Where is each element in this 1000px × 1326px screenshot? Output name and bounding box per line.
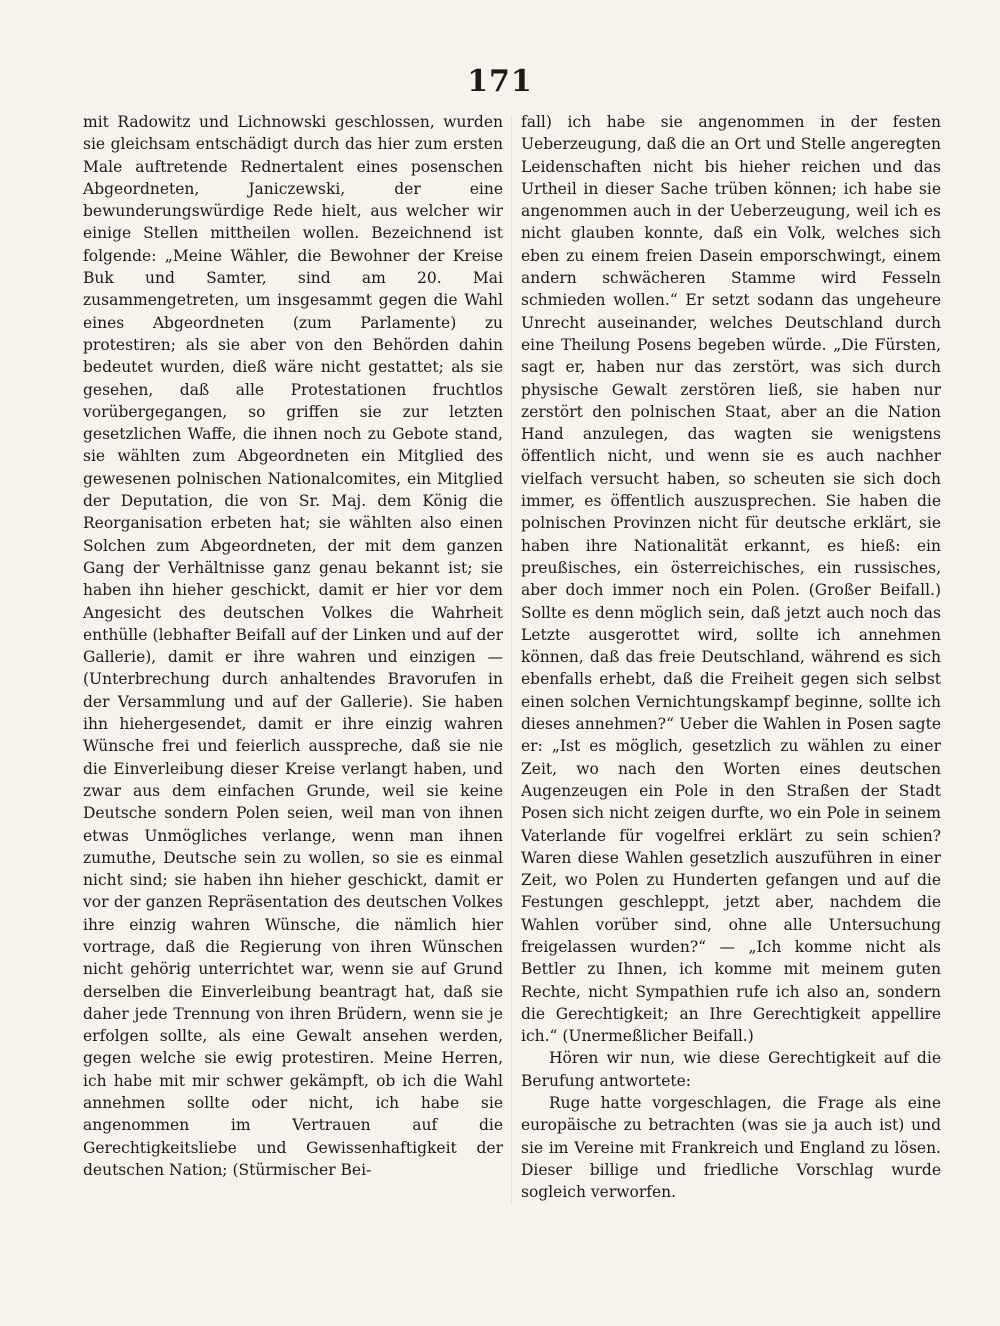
right-column-paragraph: fall) ich habe sie angenommen in der festen Ueberzeugung, daß die an Ort und Stelle angeregten Leidenschaften nicht bis hieher reichen und das Urtheil in dieser Sache trüben können; ich habe sie angenommen auch in der Ueberzeugung, weil ich es nicht glauben konnte, daß ein Volk, welches sich eben zu einem freien Dasein emporschwingt, einem andern schwächeren Stamme wird Fesseln schmieden wollen.“ Er setzt sodann das ungeheure Unrecht auseinander, welches Deutschland durch eine Theilung Posens begeben würde. „Die Fürsten, sagt er, haben nur das zerstört, was sich durch physische Gewalt zerstören ließ, sie haben nur zerstört den polnischen Staat, aber an die Nation Hand anzulegen, das wagten sie wenigstens öffentlich nicht, und wenn sie es auch nachher vielfach versucht haben, so scheuten sie sich doch immer, es öffentlich auszusprechen. Sie haben die polnischen Provinzen nicht für deutsche erklärt, sie haben ihre Nationalität erkannt, es hieß: ein preußisches, ein österreichisches, ein russisches, aber doch immer noch ein Polen. (Großer Beifall.) Sollte es denn möglich sein, daß jetzt auch noch das Letzte ausgerottet wird, sollte ich annehmen können, daß das freie Deutschland, während es sich ebenfalls erhebt, daß die Freiheit gegen sich selbst einen solchen Vernichtungskampf beginne, sollte ich dieses annehmen?“ Ueber die Wahlen in Posen sagte er: „Ist es möglich, gesetzlich zu wählen zu einer Zeit, wo nach den Worten eines deutschen Augenzeugen ein Pole in den Straßen der Stadt Posen sich nicht zeigen durfte, wo ein Pole in seinem Vaterlande für vogelfrei erklärt zu sein schien? Waren diese Wahlen gesetzlich auszuführen in einer Zeit, wo Polen zu Hunderten gefangen und auf die Festungen geschleppt, jetzt aber, nachdem die Wahlen vorüber sind, ohne alle Untersuchung freigelassen wurden?“ — „Ich komme nicht als Bettler zu Ihnen, ich komme mit meinem guten Rechte, nicht Sympathien rufe ich also an, sondern die Gerechtigkeit; an Ihre Gerechtigkeit appellire ich.“ (Unermeßlicher Beifall.) — [521, 113, 941, 1046]
column-divider — [511, 115, 512, 1205]
page-number: 171 — [467, 64, 533, 99]
right-column — [521, 111, 941, 1221]
right-column-paragraph: Hören wir nun, wie diese Gerechtigkeit auf die Berufung antwortete: — [521, 1049, 941, 1090]
left-column-paragraph: mit Radowitz und Lichnowski geschlossen, wurden sie gleichsam entschädigt durch das hier zum ersten Male auftretende Rednertalent eines posenschen Abgeordneten, Janiczewski, der eine bewunderungswürdige Rede hielt, aus welcher wir einige Stellen mittheilen wollen. Bezeichnend ist folgende: „Meine Wähler, die Bewohner der Kreise Buk und Samter, sind am 20. Mai zusammengetreten, um insgesammt gegen die Wahl eines Abgeordneten (zum Parlamente) zu protestiren; als sie aber von den Behörden dahin bedeutet wurden, dieß wäre nicht gestattet; als sie gesehen, daß alle Protestationen fruchtlos vorübergegangen, so griffen sie zur letzten gesetzlichen Waffe, die ihnen noch zu Gebote stand, sie wählten zum Abgeordneten ein Mitglied des gewesenen polnischen Nationalcomites, ein Mitglied der Deputation, die von Sr. Maj. dem König die Reorganisation erbeten hat; sie wählten also einen Solchen zum Abgeordneten, der mit dem ganzen Gang der Verhältnisse ganz genau bekannt ist; sie haben ihn hieher geschickt, damit er hier vor dem Angesicht des deutschen Volkes die Wahrheit enthülle (lebhafter Beifall auf der Linken und auf der Gallerie), damit er ihre wahren und einzigen — (Unterbrechung durch anhaltendes Bravorufen in der Versammlung und auf der Gallerie). Sie haben ihn hiehergesendet, damit er ihre einzig wahren Wünsche frei und feierlich ausspreche, daß sie nie die Einverleibung dieser Kreise verlangt haben, und zwar aus dem einfachen Grunde, weil sie keine Deutsche sondern Polen seien, weil man von ihnen etwas Unmögliches verlange, wenn man ihnen zumuthe, Deutsche sein zu wollen, so sie es einmal nicht sind; sie haben ihn hieher geschickt, damit er vor der ganzen Repräsentation des deutschen Volkes ihre einzig wahren Wünsche, die nämlich hier vortrage, daß die Regierung von ihren Wünschen nicht gehörig unterrichtet war, wenn sie auf Grund derselben die Einverleibung beantragt hat, daß sie daher jede Trennung von ihren Brüdern, wenn sie je erfolgen sollte, als eine Gewalt ansehen werden, gegen welche sie ewig protestiren. Meine Herren, ich habe mit mir schwer gekämpft, ob ich die Wahl annehmen sollte oder nicht, ich habe sie angenommen im Vertrauen auf die Gerechtigkeitsliebe und Gewissenhaftigkeit der deutschen Nation; (Stürmischer Bei- — [83, 113, 503, 1179]
right-column-paragraph: Ruge hatte vorgeschlagen, die Frage als eine europäische zu betrachten (was sie ja auch ist) und sie im Vereine mit Frankreich und England zu lösen. Dieser billige und friedliche Vorschlag wurde sogleich verworfen. — [521, 1094, 941, 1202]
left-column — [83, 111, 503, 1221]
